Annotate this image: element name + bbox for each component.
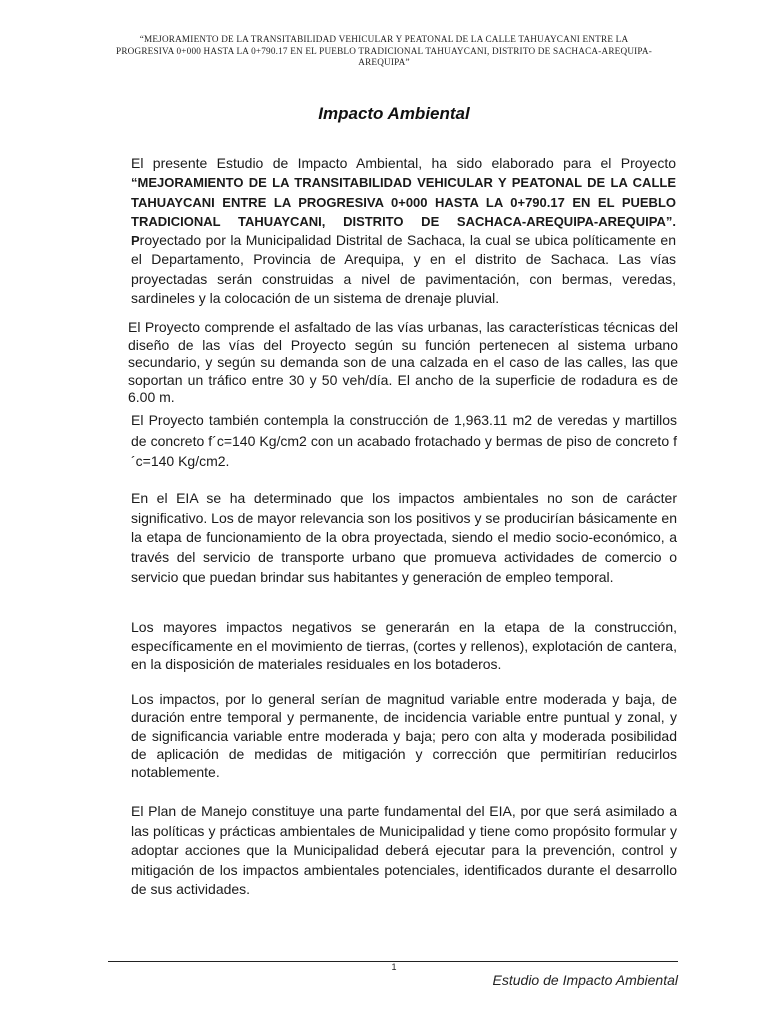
footer-text: Estudio de Impacto Ambiental — [492, 972, 678, 988]
paragraph-project-scope: El Proyecto comprende el asfaltado de las vías urbanas, las características técnicas del diseño de las vías del Proyecto según su función pertenecen al sistema urbano secundario, y según su demanda son de una calzada en el caso de las calles, las que soportan un tráfico entre 30 y 50 veh/día. El ancho de la superficie de rodadura es de 6.00 m. — [128, 319, 678, 406]
page-title: Impacto Ambiental — [318, 104, 470, 123]
page-number: 1 — [391, 962, 397, 972]
paragraph-impact-magnitude: Los impactos, por lo general serían de magnitud variable entre moderada y baja, de duración entre temporal y permanente, de incidencia variable entre puntual y zonal, y de significancia variable entre moderada y baja; pero con alta y moderada posibilidad de aplicación de medidas de mitigación y corrección que permitirían reducirlos notablemente. — [131, 691, 677, 781]
project-name: “MEJORAMIENTO DE LA TRANSITABILIDAD VEHICULAR Y PEATONAL DE LA CALLE TAHUAYCANI ENTRE LA PROGRESIVA 0+000 HASTA LA 0+790.17 EN EL PUEBLO TRADICIONAL TAHUAYCANI, DISTRITO DE SACHACA-AREQUIPA-AREQUIPA”. — [131, 175, 676, 229]
intro-rest: royectado por la Municipalidad Distrital de Sachaca, la cual se ubica políticamente en el Departamento, Provincia de Arequipa, y en el distrito de Sachaca. Las vías proyectadas serán construidas a nivel de pavimentación, con bermas, veredas, sardineles y la colocación de un sistema de drenaje pluvial. — [131, 232, 676, 307]
paragraph-eia-impacts: En el EIA se ha determinado que los impactos ambientales no son de carácter significativo. Los de mayor relevancia son los positivos y se producirían básicamente en la etapa de funcionamiento de la obra proyectada, siendo el medio socio-económico, a través del servicio de transporte urbano que promueva actividades de comercio o servicio que puedan brindar sus habitantes y generación de empleo temporal. — [131, 490, 677, 585]
running-header: “MEJORAMIENTO DE LA TRANSITABILIDAD VEHICULAR Y PEATONAL DE LA CALLE TAHUAYCANI ENTRE LA PROGRESIVA 0+000 HASTA LA 0+790.17 EN EL PUEBLO TRADICIONAL TAHUAYCANI, DISTRITO DE SACHACA-AREQUIPA-AREQUIPA” — [116, 34, 652, 68]
paragraph-management-plan: El Plan de Manejo constituye una parte fundamental del EIA, por que será asimilado a las políticas y prácticas ambientales de Municipalidad y tiene como propósito formular y adoptar acciones que la Municipalidad deberá ejecutar para la prevención, control y mitigación de los impactos ambientales potenciales, identificados durante el desarrollo de sus actividades. — [131, 803, 677, 897]
paragraph-negative-impacts: Los mayores impactos negativos se generarán en la etapa de la construcción, específicamente en el movimiento de tierras, (cortes y rellenos), explotación de cantera, en la disposición de materiales residuales en los botaderos. — [131, 619, 677, 673]
first-letter: P — [131, 233, 140, 249]
paragraph-intro — [131, 154, 676, 308]
intro-text: El presente Estudio de Impacto Ambiental, ha sido elaborado para el Proyecto — [131, 155, 676, 171]
paragraph-sidewalks: El Proyecto también contempla la construcción de 1,963.11 m2 de veredas y martillos de concreto f´c=140 Kg/cm2 con un acabado frotachado y bermas de piso de concreto f´c=140 Kg/cm2. — [131, 412, 677, 469]
